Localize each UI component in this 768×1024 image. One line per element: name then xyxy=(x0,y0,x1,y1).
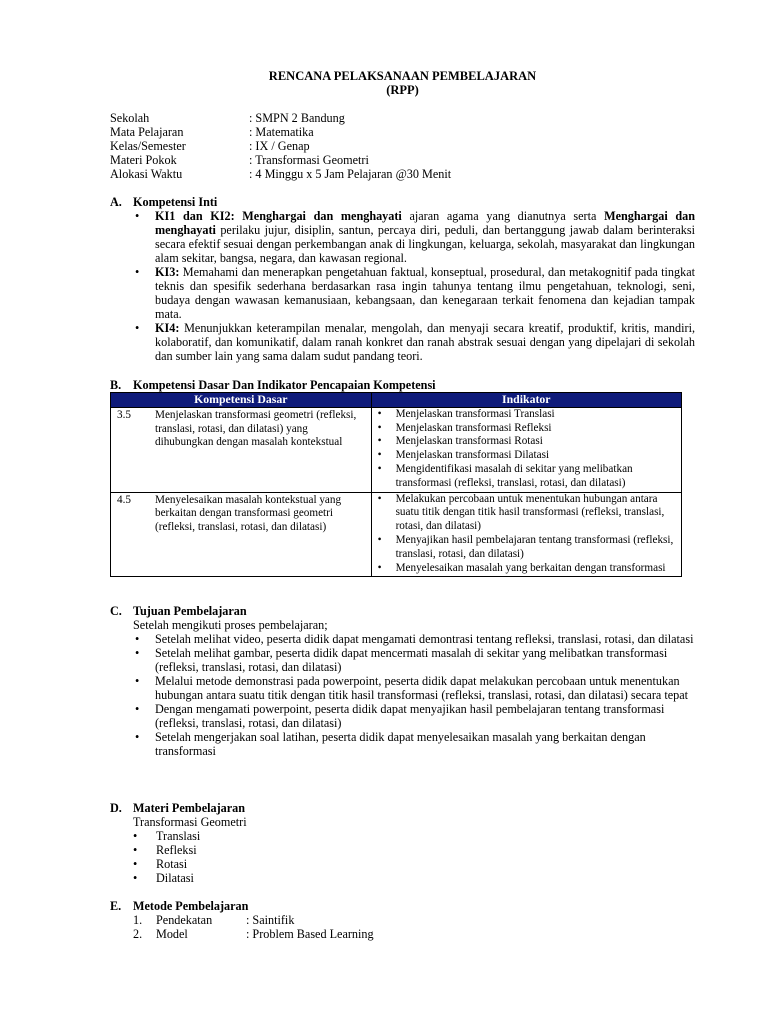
ki4-text: Menunjukkan keterampilan menalar, mengolah, dan menyaji secara kreatif, produktif, kritis, mandiri, kolaboratif, dan komunikatif, dalam ranah konkret dan ranah abstrak sesuai dengan yang dipelajari di sekolah dan sumber lain yang sama dalam sudut pandang teori. xyxy=(155,321,695,363)
list-item xyxy=(133,857,533,871)
info-label: Alokasi Waktu xyxy=(110,167,183,181)
section-title: Metode Pembelajaran xyxy=(133,899,249,913)
bullet-icon: • xyxy=(135,674,140,688)
section-title: Materi Pembelajaran xyxy=(133,801,246,815)
info-row-subject xyxy=(110,125,695,139)
table-header-row xyxy=(111,393,682,408)
bullet-icon: • xyxy=(135,646,140,660)
info-label: Sekolah xyxy=(110,111,150,125)
list-item xyxy=(133,871,533,885)
bullet-icon: • xyxy=(377,492,382,505)
section-letter: B. xyxy=(110,378,122,392)
indicator-text: Menjelaskan transformasi Refleksi xyxy=(395,421,552,434)
section-b-heading xyxy=(110,378,436,392)
ki1-bold-label: KI1 dan KI2: Menghargai dan menghayati xyxy=(155,209,402,223)
list-item xyxy=(133,321,695,363)
kd-code: 4.5 xyxy=(117,493,131,506)
section-letter: E. xyxy=(110,899,122,913)
learning-goals-intro: Setelah mengikuti proses pembelajaran; xyxy=(133,618,328,632)
section-letter: C. xyxy=(110,604,122,618)
ki3-bold-label: KI3: xyxy=(155,265,180,279)
learning-goals-list xyxy=(133,632,695,758)
bullet-icon: • xyxy=(377,421,382,434)
list-item xyxy=(133,913,693,927)
info-value: : Matematika xyxy=(249,125,314,139)
indicator-item xyxy=(374,493,679,534)
section-title: Kompetensi Dasar Dan Indikator Pencapaian Kompetensi xyxy=(133,378,436,392)
header-indikator: Indikator xyxy=(371,393,681,408)
indicator-item xyxy=(374,449,679,463)
bullet-icon: • xyxy=(135,265,140,279)
indicator-text: Menyelesaikan masalah yang berkaitan dengan transformasi xyxy=(395,561,666,574)
material-item: Rotasi xyxy=(156,857,188,871)
item-number: 2. xyxy=(133,927,143,941)
kd-cell xyxy=(111,492,372,577)
bullet-icon: • xyxy=(133,871,138,885)
method-value: : Saintifik xyxy=(246,913,295,927)
method-list xyxy=(133,913,693,941)
item-number: 1. xyxy=(133,913,143,927)
indicator-item xyxy=(374,562,679,576)
list-item xyxy=(133,646,695,674)
info-label: Mata Pelajaran xyxy=(110,125,184,139)
list-item xyxy=(133,702,695,730)
bullet-icon: • xyxy=(377,435,382,448)
header-kompetensi-dasar: Kompetensi Dasar xyxy=(111,393,372,408)
kd-text: Menjelaskan transformasi geometri (refleksi, translasi, rotasi, dan dilatasi) yang dihubungkan dengan masalah kontekstual xyxy=(155,408,357,449)
bullet-icon: • xyxy=(377,449,382,462)
info-label: Kelas/Semester xyxy=(110,139,186,153)
info-value: : IX / Genap xyxy=(249,139,310,153)
ki4-bold-label: KI4: xyxy=(155,321,180,335)
bullet-icon: • xyxy=(135,209,140,223)
list-item xyxy=(133,730,695,758)
goal-text: Setelah melihat video, peserta didik dapat mengamati demontrasi tentang refleksi, translasi, rotasi, dan dilatasi xyxy=(155,632,694,646)
bullet-icon: • xyxy=(377,533,382,546)
indicator-item xyxy=(374,422,679,436)
identity-info xyxy=(110,111,695,181)
ki1-bold-phrase: Menghargai dan menghayati xyxy=(155,209,696,237)
material-item: Translasi xyxy=(156,829,201,843)
indicator-item xyxy=(374,463,679,491)
method-label: Pendekatan xyxy=(156,913,213,927)
indicator-item xyxy=(374,408,679,422)
material-item: Dilatasi xyxy=(156,871,194,885)
section-title: Tujuan Pembelajaran xyxy=(133,604,247,618)
bullet-icon: • xyxy=(135,730,140,744)
info-value: : 4 Minggu x 5 Jam Pelajaran @30 Menit xyxy=(249,167,452,181)
info-value: : Transformasi Geometri xyxy=(249,153,369,167)
ki1-text-rest: perilaku jujur, disiplin, santun, percaya diri, peduli, dan bertanggung jawab dalam berinteraksi secara efektif sesuai dengan perkembangan anak di lingkungan, keluarga, sekolah, masyarakat dan lingkungan alam sekitar, bangsa, negara, dan kawasan regional. xyxy=(155,223,695,265)
goal-text: Melalui metode demonstrasi pada powerpoint, peserta didik dapat melakukan percobaan untuk menentukan hubungan antara suatu titik dengan titik hasil transformasi (refleksi, translasi, rotasi, dan dilatasi) secara tepat xyxy=(155,674,689,702)
kd-code: 3.5 xyxy=(117,408,131,421)
indicator-item xyxy=(374,534,679,562)
indicator-item xyxy=(374,435,679,449)
indicator-text: Menjelaskan transformasi Dilatasi xyxy=(395,449,550,462)
list-item xyxy=(133,265,695,321)
info-row-time xyxy=(110,167,695,181)
list-item xyxy=(133,632,695,646)
material-intro: Transformasi Geometri xyxy=(133,815,247,829)
indicator-text: Melakukan percobaan untuk menentukan hubungan antara suatu titik dengan titik hasil transformasi (refleksi, translasi, rotasi, dan dilatasi) xyxy=(395,492,665,533)
ki3-text: Memahami dan menerapkan pengetahuan faktual, konseptual, prosedural, dan metakognitif pada tingkat teknis dan spesifik sederhana berdasarkan rasa ingin tahunya tentang ilmu pengetahuan, teknologi, seni, budaya dengan wawasan kemanusiaan, kebangsaan, dan kenegaraan terkait fenomena dan kejadian tampak mata. xyxy=(155,265,695,321)
indicator-list xyxy=(372,408,681,492)
indicator-text: Mengidentifikasi masalah di sekitar yang melibatkan transformasi (refleksi, translasi, rotasi, dan dilatasi) xyxy=(395,462,633,489)
material-item: Refleksi xyxy=(156,843,197,857)
bullet-icon: • xyxy=(135,321,140,335)
indicator-list xyxy=(372,493,681,577)
section-a-heading xyxy=(110,195,217,209)
info-label: Materi Pokok xyxy=(110,153,177,167)
section-d-heading xyxy=(110,801,245,815)
indicator-cell xyxy=(371,407,681,492)
bullet-icon: • xyxy=(377,561,382,574)
method-label: Model xyxy=(156,927,188,941)
indicator-text: Menjelaskan transformasi Translasi xyxy=(395,407,555,420)
bullet-icon: • xyxy=(377,462,382,475)
goal-text: Setelah mengerjakan soal latihan, peserta didik dapat menyelesaikan masalah yang berkaitan dengan transformasi xyxy=(155,730,646,758)
indicator-cell xyxy=(371,492,681,577)
info-row-class xyxy=(110,139,695,153)
core-competency-list xyxy=(133,209,695,363)
section-title: Kompetensi Inti xyxy=(133,195,218,209)
info-row-topic xyxy=(110,153,695,167)
list-item xyxy=(133,927,693,941)
bullet-icon: • xyxy=(133,843,138,857)
bullet-icon: • xyxy=(133,857,138,871)
ki1-text: ajaran agama yang dianutnya serta xyxy=(401,209,605,223)
title-line-1: RENCANA PELAKSANAAN PEMBELAJARAN xyxy=(268,69,537,83)
kd-text: Menyelesaikan masalah kontekstual yang berkaitan dengan transformasi geometri (refleksi, translasi, rotasi, dan dilatasi) xyxy=(155,493,342,534)
bullet-icon: • xyxy=(133,829,138,843)
table-row xyxy=(111,492,682,577)
section-c-heading xyxy=(110,604,247,618)
bullet-icon: • xyxy=(135,702,140,716)
section-letter: A. xyxy=(110,195,122,209)
list-item xyxy=(133,829,533,843)
indicator-text: Menjelaskan transformasi Rotasi xyxy=(395,435,543,448)
list-item xyxy=(133,843,533,857)
list-item xyxy=(133,209,695,265)
section-letter: D. xyxy=(110,801,122,815)
bullet-icon: • xyxy=(377,407,382,420)
material-list xyxy=(133,829,533,885)
title-line-2: (RPP) xyxy=(386,83,419,97)
goal-text: Dengan mengamati powerpoint, peserta didik dapat menyajikan hasil pembelajaran tentang transformasi (refleksi, translasi, rotasi, dan dilatasi) xyxy=(155,702,665,730)
info-row-school xyxy=(110,111,695,125)
kd-cell xyxy=(111,407,372,492)
indicator-text: Menyajikan hasil pembelajaran tentang transformasi (refleksi, translasi, rotasi, dan dilatasi) xyxy=(395,533,674,560)
section-e-heading xyxy=(110,899,248,913)
goal-text: Setelah melihat gambar, peserta didik dapat mencermati masalah di sekitar yang melibatkan transformasi (refleksi, translasi, rotasi, dan dilatasi) xyxy=(155,646,668,674)
document-title xyxy=(110,69,695,97)
info-value: : SMPN 2 Bandung xyxy=(249,111,345,125)
method-value: : Problem Based Learning xyxy=(246,927,374,941)
list-item xyxy=(133,674,695,702)
bullet-icon: • xyxy=(135,632,140,646)
competency-table xyxy=(110,392,682,577)
table-row xyxy=(111,407,682,492)
